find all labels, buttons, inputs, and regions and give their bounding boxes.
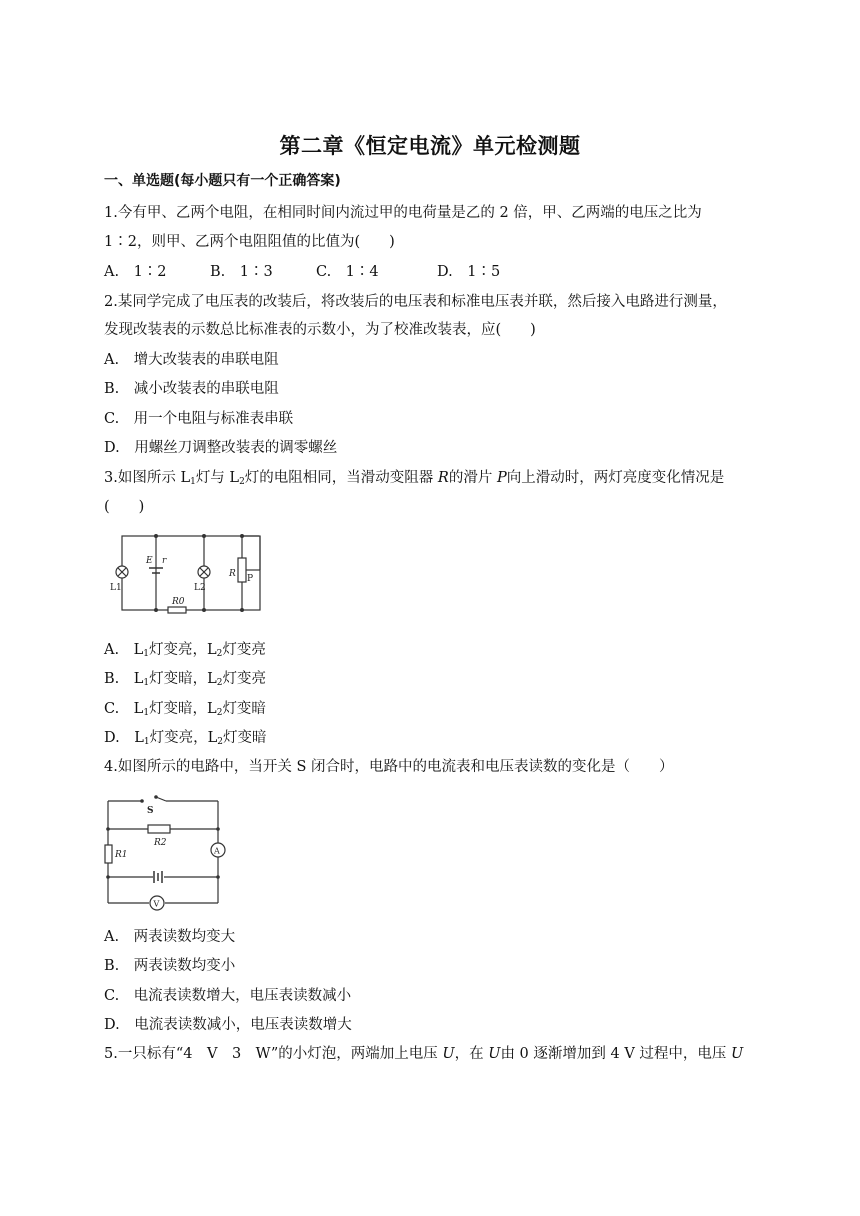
q4-option-a: A. 两表读数均变大: [104, 929, 236, 945]
q4-stem-line1: 4.如图所示的电路中，当开关 S 闭合时，电路中的电流表和电压表读数的变化是（ ）: [104, 759, 674, 775]
q4-circuit-diagram: [104, 793, 229, 911]
q3-option-d: D. $L_1$灯变亮，$L_2$灯变暗: [104, 730, 267, 747]
q3-label-r: r: [162, 556, 167, 566]
q4-label-ammeter: A: [214, 846, 220, 856]
q4-label-r1: R1: [115, 850, 128, 860]
q3-stem-line1: 3.如图所示 $L_1$灯与 $L_2$灯的电阻相同，当滑动变阻器 R的滑片 P向上滑动时，两灯亮度变化情况是: [104, 470, 725, 487]
q3-label-big-r: R: [229, 569, 236, 579]
q3-option-c: C. $L_1$灯变暗，$L_2$灯变暗: [104, 701, 266, 718]
q4-option-b: B. 两表读数均变小: [104, 958, 236, 974]
section-heading: 一、单选题(每小题只有一个正确答案): [104, 173, 341, 189]
q3-label-l1: L1: [110, 583, 122, 593]
q1-stem-line2: 1∶2，则甲、乙两个电阻阻值的比值为( ): [104, 234, 395, 250]
q4-label-s: S: [147, 806, 154, 816]
q1-option-d: D. 1∶5: [437, 264, 501, 280]
q2-option-b: B. 减小改装表的串联电阻: [104, 381, 279, 397]
q3-label-p: P: [247, 574, 254, 584]
q2-option-d: D. 用螺丝刀调整改装表的调零螺丝: [104, 440, 338, 456]
q4-label-r2: R2: [154, 838, 167, 848]
q1-stem-line1: 1.今有甲、乙两个电阻，在相同时间内流过甲的电荷量是乙的 2 倍，甲、乙两端的电压之比为: [104, 205, 702, 221]
q1-option-b: B. 1∶3: [210, 264, 273, 280]
q3-label-l2: L2: [194, 583, 206, 593]
q1-option-c: C. 1∶4: [316, 264, 379, 280]
q3-label-e: E: [146, 556, 153, 566]
q3-option-a: A. $L_1$灯变亮，$L_2$灯变亮: [104, 642, 266, 659]
q3-stem-line2: ( ): [104, 499, 145, 515]
q3-label-r0: R0: [172, 597, 185, 607]
q2-stem-line1: 2.某同学完成了电压表的改装后，将改装后的电压表和标准电压表并联，然后接入电路进行测量，: [104, 294, 727, 310]
q4-label-voltmeter: V: [153, 899, 160, 909]
q2-option-c: C. 用一个电阻与标准表串联: [104, 411, 294, 427]
q2-option-a: A. 增大改装表的串联电阻: [104, 352, 279, 368]
q1-option-a: A. 1∶2: [104, 264, 167, 280]
q2-stem-line2: 发现改装表的示数总比标准表的示数小，为了校准改装表，应( ): [104, 322, 536, 338]
q5-stem-line1: 5.一只标有“4 V 3 W”的小灯泡，两端加上电压 U，在 U由 0 逐渐增加到 4 V 过程中，电压 U: [104, 1046, 744, 1062]
q4-option-c: C. 电流表读数增大，电压表读数减小: [104, 988, 352, 1004]
q3-circuit-diagram: [104, 528, 274, 620]
page-title: 第二章《恒定电流》单元检测题: [279, 134, 581, 158]
q3-option-b: B. $L_1$灯变暗，$L_2$灯变亮: [104, 671, 267, 688]
q4-option-d: D. 电流表读数减小，电压表读数增大: [104, 1017, 352, 1033]
